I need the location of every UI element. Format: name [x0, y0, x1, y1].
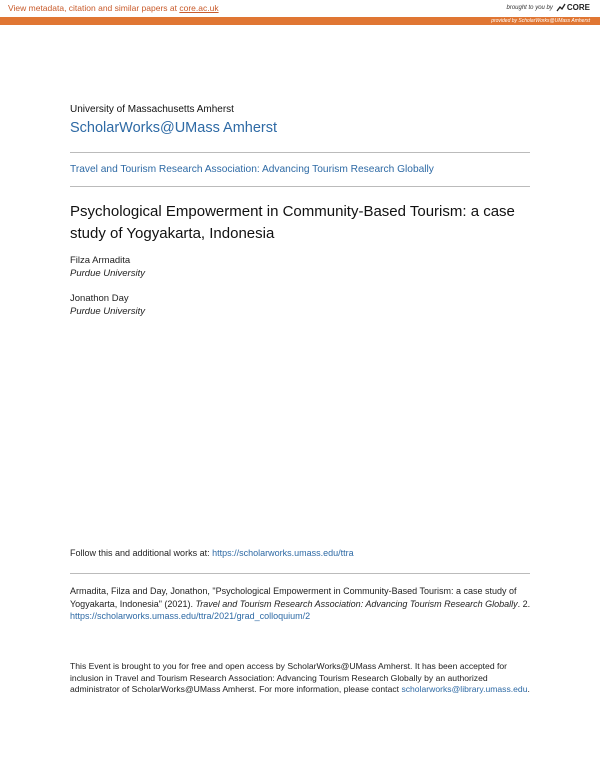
citation-number: . 2. — [517, 598, 531, 609]
divider-citation — [70, 573, 530, 574]
citation-text: Armadita, Filza and Day, Jonathon, "Psychological Empowerment in Community-Based Tourism: a case study of Yogyakarta, Indonesia" (2021). — [70, 586, 517, 609]
institution-name: University of Massachusetts Amherst — [70, 104, 234, 115]
core-logo-icon — [556, 3, 566, 12]
author-affiliation: Purdue University — [70, 268, 145, 279]
core-metadata-text: View metadata, citation and similar papers at — [8, 3, 180, 13]
citation-url[interactable]: https://scholarworks.umass.edu/ttra/2021/grad_colloquium/2 — [70, 611, 311, 621]
author-name: Filza Armadita — [70, 255, 131, 266]
contact-email-link[interactable]: scholarworks@library.umass.edu — [401, 684, 528, 694]
follow-line — [70, 548, 354, 558]
repository-name[interactable]: ScholarWorks@UMass Amherst — [70, 120, 278, 136]
core-logo[interactable] — [556, 3, 590, 12]
recommended-citation — [70, 585, 532, 623]
brought-by — [507, 3, 591, 12]
core-site-link[interactable]: core.ac.uk — [179, 3, 219, 13]
core-metadata-link[interactable] — [8, 3, 219, 13]
divider-bottom — [70, 186, 530, 187]
notice-text: This Event is brought to you for free and open access by ScholarWorks@UMass Amherst. It has been accepted for inclusion in Travel and Tourism Research Association: Advancing Tourism Research Globally by an authorized administrator of ScholarWorks@UMass Amherst. For more information, please contact — [70, 661, 508, 694]
author-affiliation: Purdue University — [70, 306, 145, 317]
provided-by: provided by ScholarWorks@UMass Amherst — [491, 18, 590, 24]
citation-journal: Travel and Tourism Research Association: Advancing Tourism Research Globally — [195, 598, 518, 609]
brought-text: brought to you by — [506, 4, 553, 11]
paper-title: Psychological Empowerment in Community-Based Tourism: a case study of Yogyakarta, Indonesia — [70, 203, 515, 242]
notice-end: . — [527, 684, 530, 694]
core-banner — [0, 0, 600, 26]
follow-text: Follow this and additional works at: — [70, 548, 213, 558]
author-name: Jonathon Day — [70, 293, 129, 304]
follow-link[interactable]: https://scholarworks.umass.edu/ttra — [212, 548, 354, 558]
core-logo-text: CORE — [566, 3, 590, 12]
series-link[interactable]: Travel and Tourism Research Association: Advancing Tourism Research Globally — [70, 164, 434, 175]
access-notice — [70, 661, 532, 696]
divider-top — [70, 152, 530, 153]
